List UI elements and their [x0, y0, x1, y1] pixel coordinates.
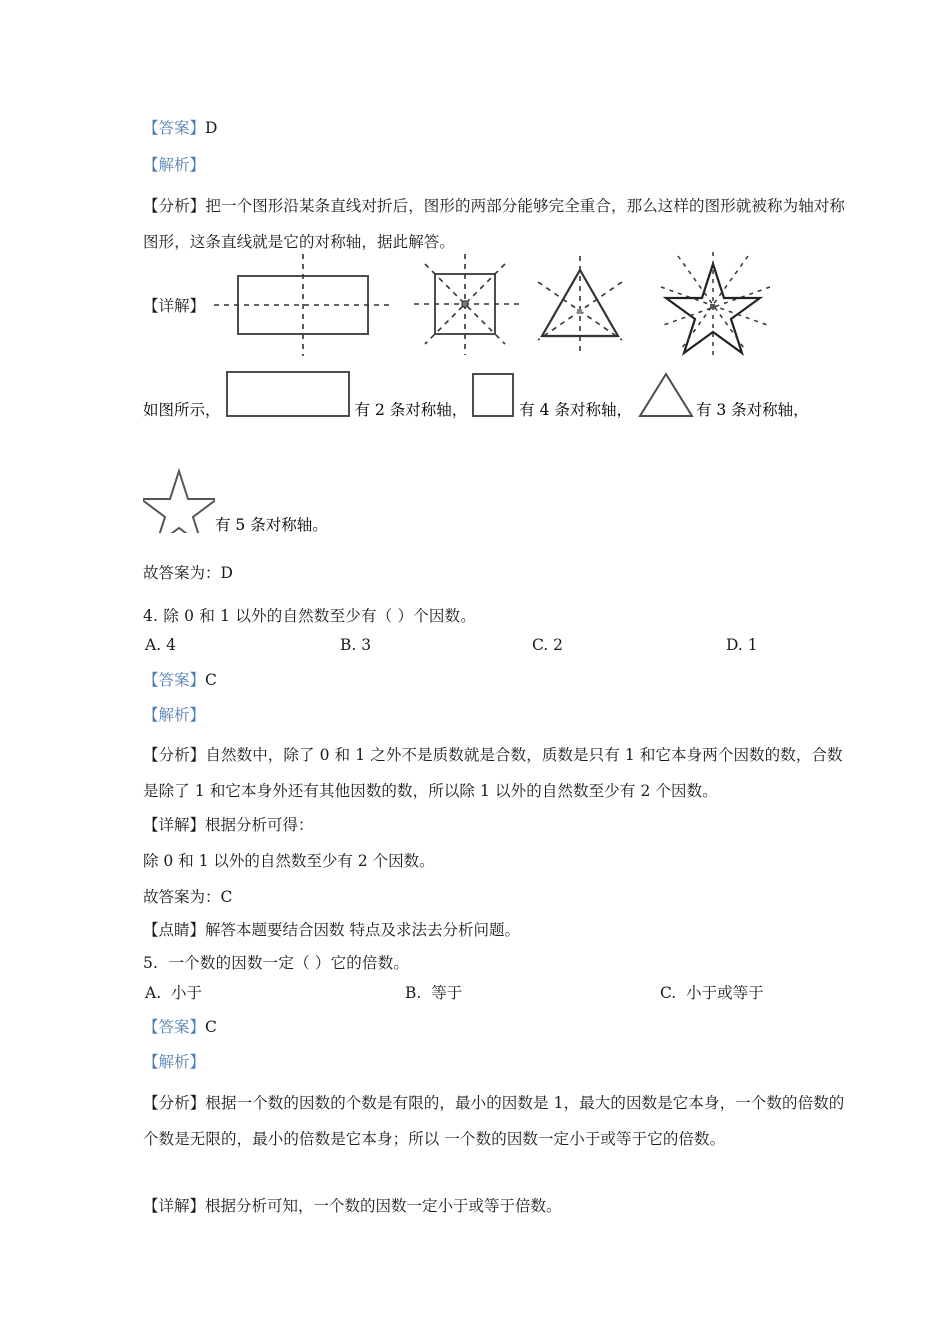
q4-analysis-block — [143, 737, 849, 809]
q4-option-a-text: 4 — [166, 636, 176, 654]
q4-option-a[interactable] — [145, 635, 176, 655]
detail-label: 【详解】 — [143, 1197, 206, 1215]
q4-option-d-key: D. — [726, 636, 743, 654]
q3-answer-line — [143, 118, 843, 138]
analysis-header-label: 【解析】 — [143, 1053, 206, 1071]
answer-label: 【答案】 — [143, 119, 206, 137]
q3-star-caption-row — [143, 467, 328, 537]
inline-square-icon — [471, 368, 517, 420]
q4-answer-value: C — [205, 671, 217, 689]
answer-label: 【答案】 — [143, 671, 206, 689]
q4-option-d[interactable] — [726, 635, 758, 655]
q5-stem-line — [143, 953, 843, 973]
q4-option-c-text: 2 — [553, 636, 564, 654]
q4-stem: 除 0 和 1 以外的自然数至少有（ ）个因数。 — [163, 607, 477, 625]
figure-square-4-axes — [412, 252, 522, 357]
q5-analysis-block — [143, 1085, 849, 1157]
q4-conclusion: 故答案为：C — [143, 888, 233, 906]
q4-option-c[interactable] — [532, 635, 563, 655]
q4-option-b-key: B. — [340, 636, 357, 654]
inline-star-icon — [143, 467, 215, 533]
q4-analysis-text: 自然数中，除了 0 和 1 之外不是质数就是合数，质数是只有 1 和它本身两个因数的数，合数是除了 1 和它本身外还有其他因数的数，所以除 1 以外的自然数至少有 2 个因数。 — [143, 746, 843, 800]
q4-option-b-text: 3 — [361, 636, 372, 654]
q3-answer-value: D — [205, 119, 218, 137]
analysis-label: 【分析】 — [143, 197, 206, 215]
q5-analysis-header — [143, 1052, 843, 1072]
q3-figure-caption-row — [143, 368, 809, 422]
inline-triangle-icon — [636, 368, 696, 420]
analysis-label: 【分析】 — [143, 746, 206, 764]
figure-caption-prefix: 如图所示， — [143, 401, 221, 419]
q5-analysis-text: 根据一个数的因数的个数是有限的，最小的因数是 1，最大的因数是它本身，一个数的倍数的个数是无限的，最小的倍数是它本身；所以 一个数的因数一定小于或等于它的倍数。 — [143, 1094, 845, 1148]
figure-star-5-axes — [648, 248, 778, 360]
q4-detail-text: 除 0 和 1 以外的自然数至少有 2 个因数。 — [143, 852, 435, 870]
q3-analysis-header — [143, 155, 843, 175]
q5-option-a-key: A. — [145, 984, 162, 1002]
q5-option-c-key: C. — [660, 984, 677, 1002]
q5-answer-line — [143, 1017, 843, 1037]
q4-number: 4. — [143, 607, 159, 625]
q4-analysis-header — [143, 705, 843, 725]
q5-detail-text: 根据分析可知，一个数的因数一定小于或等于倍数。 — [205, 1197, 562, 1215]
q4-insight-line — [143, 920, 843, 940]
figure-item-2-text: 有 3 条对称轴， — [695, 401, 809, 419]
q5-detail-line — [143, 1196, 843, 1216]
q4-option-a-key: A. — [145, 636, 162, 654]
q3-detail-label: 【详解】 — [143, 297, 206, 315]
q3-analysis-text: 把一个图形沿某条直线对折后，图形的两部分能够完全重合，那么这样的图形就被称为轴对称图形，这条直线就是它的对称轴，据此解答。 — [143, 197, 846, 251]
q4-option-c-key: C. — [532, 636, 549, 654]
analysis-label: 【分析】 — [143, 1094, 206, 1112]
q5-number: 5. — [143, 954, 159, 972]
analysis-header-label: 【解析】 — [143, 156, 206, 174]
q5-answer-value: C — [205, 1018, 217, 1036]
q5-stem: 一个数的因数一定（ ）它的倍数。 — [168, 954, 410, 972]
figure-item-3-text: 有 5 条对称轴。 — [215, 516, 328, 534]
q4-stem-line — [143, 606, 843, 626]
figure-item-1-text: 有 4 条对称轴， — [519, 401, 632, 419]
figure-rectangle-2-axes — [210, 252, 390, 357]
analysis-header-label: 【解析】 — [143, 706, 206, 724]
q5-option-a-text: 小于 — [170, 984, 202, 1002]
q3-conclusion: 故答案为：D — [143, 564, 233, 582]
q5-option-c[interactable] — [660, 983, 764, 1003]
insight-label: 【点睛】 — [143, 921, 206, 939]
q4-option-b[interactable] — [340, 635, 371, 655]
q4-detail-lead: 根据分析可得： — [205, 816, 314, 834]
figure-triangle-3-axes — [522, 252, 642, 357]
q4-answer-line — [143, 670, 843, 690]
q5-option-b[interactable] — [405, 983, 462, 1003]
answer-label: 【答案】 — [143, 1018, 206, 1036]
q5-option-a[interactable] — [145, 983, 202, 1003]
q4-detail-line — [143, 815, 843, 835]
q4-insight-text: 解答本题要结合因数 特点及求法去分析问题。 — [205, 921, 520, 939]
q5-option-b-text: 等于 — [431, 984, 463, 1002]
q5-option-b-key: B. — [405, 984, 422, 1002]
q4-option-d-text: 1 — [747, 636, 758, 654]
figure-item-0-text: 有 2 条对称轴， — [354, 401, 468, 419]
inline-rectangle-icon — [225, 368, 353, 420]
q5-option-c-text: 小于或等于 — [686, 984, 764, 1002]
detail-label: 【详解】 — [143, 816, 206, 834]
